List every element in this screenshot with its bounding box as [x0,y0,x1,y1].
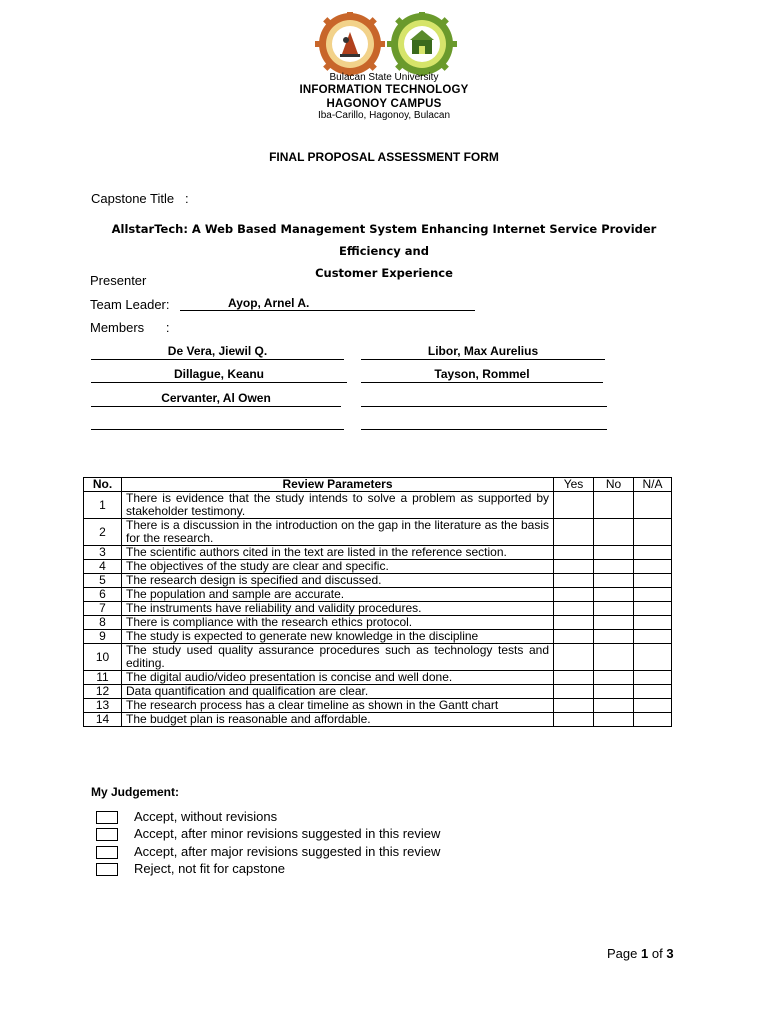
yes-cell[interactable] [554,699,594,713]
na-cell[interactable] [634,574,672,588]
review-parameter: The digital audio/video presentation is concise and well done. [122,671,554,685]
row-number: 11 [84,671,122,685]
table-row [84,630,672,644]
department-name: INFORMATION TECHNOLOGY [299,84,469,96]
judgement-option-label: Reject, not fit for capstone [134,861,286,876]
na-cell[interactable] [634,685,672,699]
yes-cell[interactable] [554,492,594,519]
col-header-yes: Yes [554,478,594,492]
no-cell[interactable] [594,546,634,560]
col-header-na: N/A [634,478,672,492]
campus-name: HAGONOY CAMPUS [326,98,442,110]
checkbox[interactable] [96,846,118,859]
member-field[interactable]: Libor, Max Aurelius [361,345,605,360]
na-cell[interactable] [634,519,672,546]
capstone-title [80,218,688,284]
checkbox[interactable] [96,863,118,876]
col-header-no-answer: No [594,478,634,492]
yes-cell[interactable] [554,546,594,560]
review-parameter: The study is expected to generate new knowledge in the discipline [122,630,554,644]
no-cell[interactable] [594,644,634,671]
na-cell[interactable] [634,492,672,519]
judgement-option[interactable] [96,809,496,826]
member-field[interactable]: De Vera, Jiewil Q. [91,345,344,360]
yes-cell[interactable] [554,616,594,630]
members-label: Members : [90,320,170,335]
review-parameters-table [83,477,672,727]
team-leader-field[interactable]: Ayop, Arnel A. [180,297,475,311]
yes-cell[interactable] [554,519,594,546]
row-number: 2 [84,519,122,546]
yes-cell[interactable] [554,560,594,574]
na-cell[interactable] [634,644,672,671]
member-field[interactable]: Dillague, Keanu [91,368,347,383]
no-cell[interactable] [594,560,634,574]
capstone-title-label: Capstone Title : [91,191,189,206]
bsu-seal-icon [314,12,460,76]
row-number: 10 [84,644,122,671]
review-parameter: There is compliance with the research ethics protocol. [122,616,554,630]
na-cell[interactable] [634,671,672,685]
page-of: of [651,946,663,961]
yes-cell[interactable] [554,588,594,602]
review-parameter: There is a discussion in the introduction on the gap in the literature as the basis for the research. [122,519,554,546]
yes-cell[interactable] [554,574,594,588]
no-cell[interactable] [594,492,634,519]
table-row [84,602,672,616]
row-number: 3 [84,546,122,560]
yes-cell[interactable] [554,630,594,644]
no-cell[interactable] [594,519,634,546]
row-number: 4 [84,560,122,574]
na-cell[interactable] [634,602,672,616]
no-cell[interactable] [594,671,634,685]
page-prefix: Page [607,946,638,961]
presenter-label: Presenter [90,273,147,288]
capstone-title-line-1: AllstarTech: A Web Based Management System Enhancing Internet Service Provider Efficiency and [111,222,657,258]
capstone-title-line-2: Customer Experience [315,266,453,280]
review-parameter: The instruments have reliability and validity procedures. [122,602,554,616]
member-field[interactable] [361,415,607,430]
row-number: 6 [84,588,122,602]
table-row [84,685,672,699]
row-number: 8 [84,616,122,630]
row-number: 13 [84,699,122,713]
judgement-title: My Judgement: [91,785,180,799]
university-name: Bulacan State University [329,72,439,83]
checkbox[interactable] [96,828,118,841]
review-parameter: The study used quality assurance procedures such as technology tests and editing. [122,644,554,671]
row-number: 7 [84,602,122,616]
member-field[interactable]: Tayson, Rommel [361,368,603,383]
yes-cell[interactable] [554,685,594,699]
table-row [84,671,672,685]
judgement-option[interactable] [96,826,496,843]
no-cell[interactable] [594,602,634,616]
na-cell[interactable] [634,630,672,644]
na-cell[interactable] [634,616,672,630]
na-cell[interactable] [634,713,672,727]
member-field[interactable]: Cervanter, Al Owen [91,392,341,407]
review-parameter: The research design is specified and discussed. [122,574,554,588]
review-parameter: The research process has a clear timeline as shown in the Gantt chart [122,699,554,713]
yes-cell[interactable] [554,713,594,727]
judgement-option[interactable] [96,844,496,861]
row-number: 9 [84,630,122,644]
judgement-option[interactable] [96,861,496,878]
no-cell[interactable] [594,588,634,602]
checkbox[interactable] [96,811,118,824]
table-row [84,560,672,574]
yes-cell[interactable] [554,644,594,671]
member-field[interactable] [361,392,607,407]
no-cell[interactable] [594,616,634,630]
page-total: 3 [666,946,674,961]
table-row [84,546,672,560]
review-parameter: There is evidence that the study intends to solve a problem as supported by stakeholder testimony. [122,492,554,519]
row-number: 1 [84,492,122,519]
yes-cell[interactable] [554,602,594,616]
col-header-no: No. [84,478,122,492]
row-number: 14 [84,713,122,727]
table-row [84,644,672,671]
campus-address: Iba-Carillo, Hagonoy, Bulacan [317,110,451,121]
university-logos [314,12,460,76]
no-cell[interactable] [594,574,634,588]
form-title: FINAL PROPOSAL ASSESSMENT FORM [269,150,499,164]
table-header-row [84,478,672,492]
judgement-option-label: Accept, after minor revisions suggested in this review [134,826,441,841]
no-cell[interactable] [594,713,634,727]
table-row [84,492,672,519]
review-parameter: The scientific authors cited in the text are listed in the reference section. [122,546,554,560]
na-cell[interactable] [634,588,672,602]
table-row [84,616,672,630]
member-field[interactable] [91,415,344,430]
na-cell[interactable] [634,699,672,713]
no-cell[interactable] [594,685,634,699]
col-header-parameters: Review Parameters [122,478,554,492]
na-cell[interactable] [634,546,672,560]
no-cell[interactable] [594,699,634,713]
table-row [84,588,672,602]
no-cell[interactable] [594,630,634,644]
judgement-option-label: Accept, without revisions [134,809,278,824]
row-number: 12 [84,685,122,699]
judgement-option-label: Accept, after major revisions suggested in this review [134,844,441,859]
team-leader-label: Team Leader: [90,297,170,312]
table-row [84,519,672,546]
table-row [84,574,672,588]
review-parameter: Data quantification and qualification are clear. [122,685,554,699]
page-indicator [607,946,674,961]
review-parameter: The population and sample are accurate. [122,588,554,602]
yes-cell[interactable] [554,671,594,685]
page-current: 1 [641,946,649,961]
review-parameter: The budget plan is reasonable and affordable. [122,713,554,727]
table-row [84,713,672,727]
review-parameter: The objectives of the study are clear and specific. [122,560,554,574]
row-number: 5 [84,574,122,588]
na-cell[interactable] [634,560,672,574]
table-row [84,699,672,713]
